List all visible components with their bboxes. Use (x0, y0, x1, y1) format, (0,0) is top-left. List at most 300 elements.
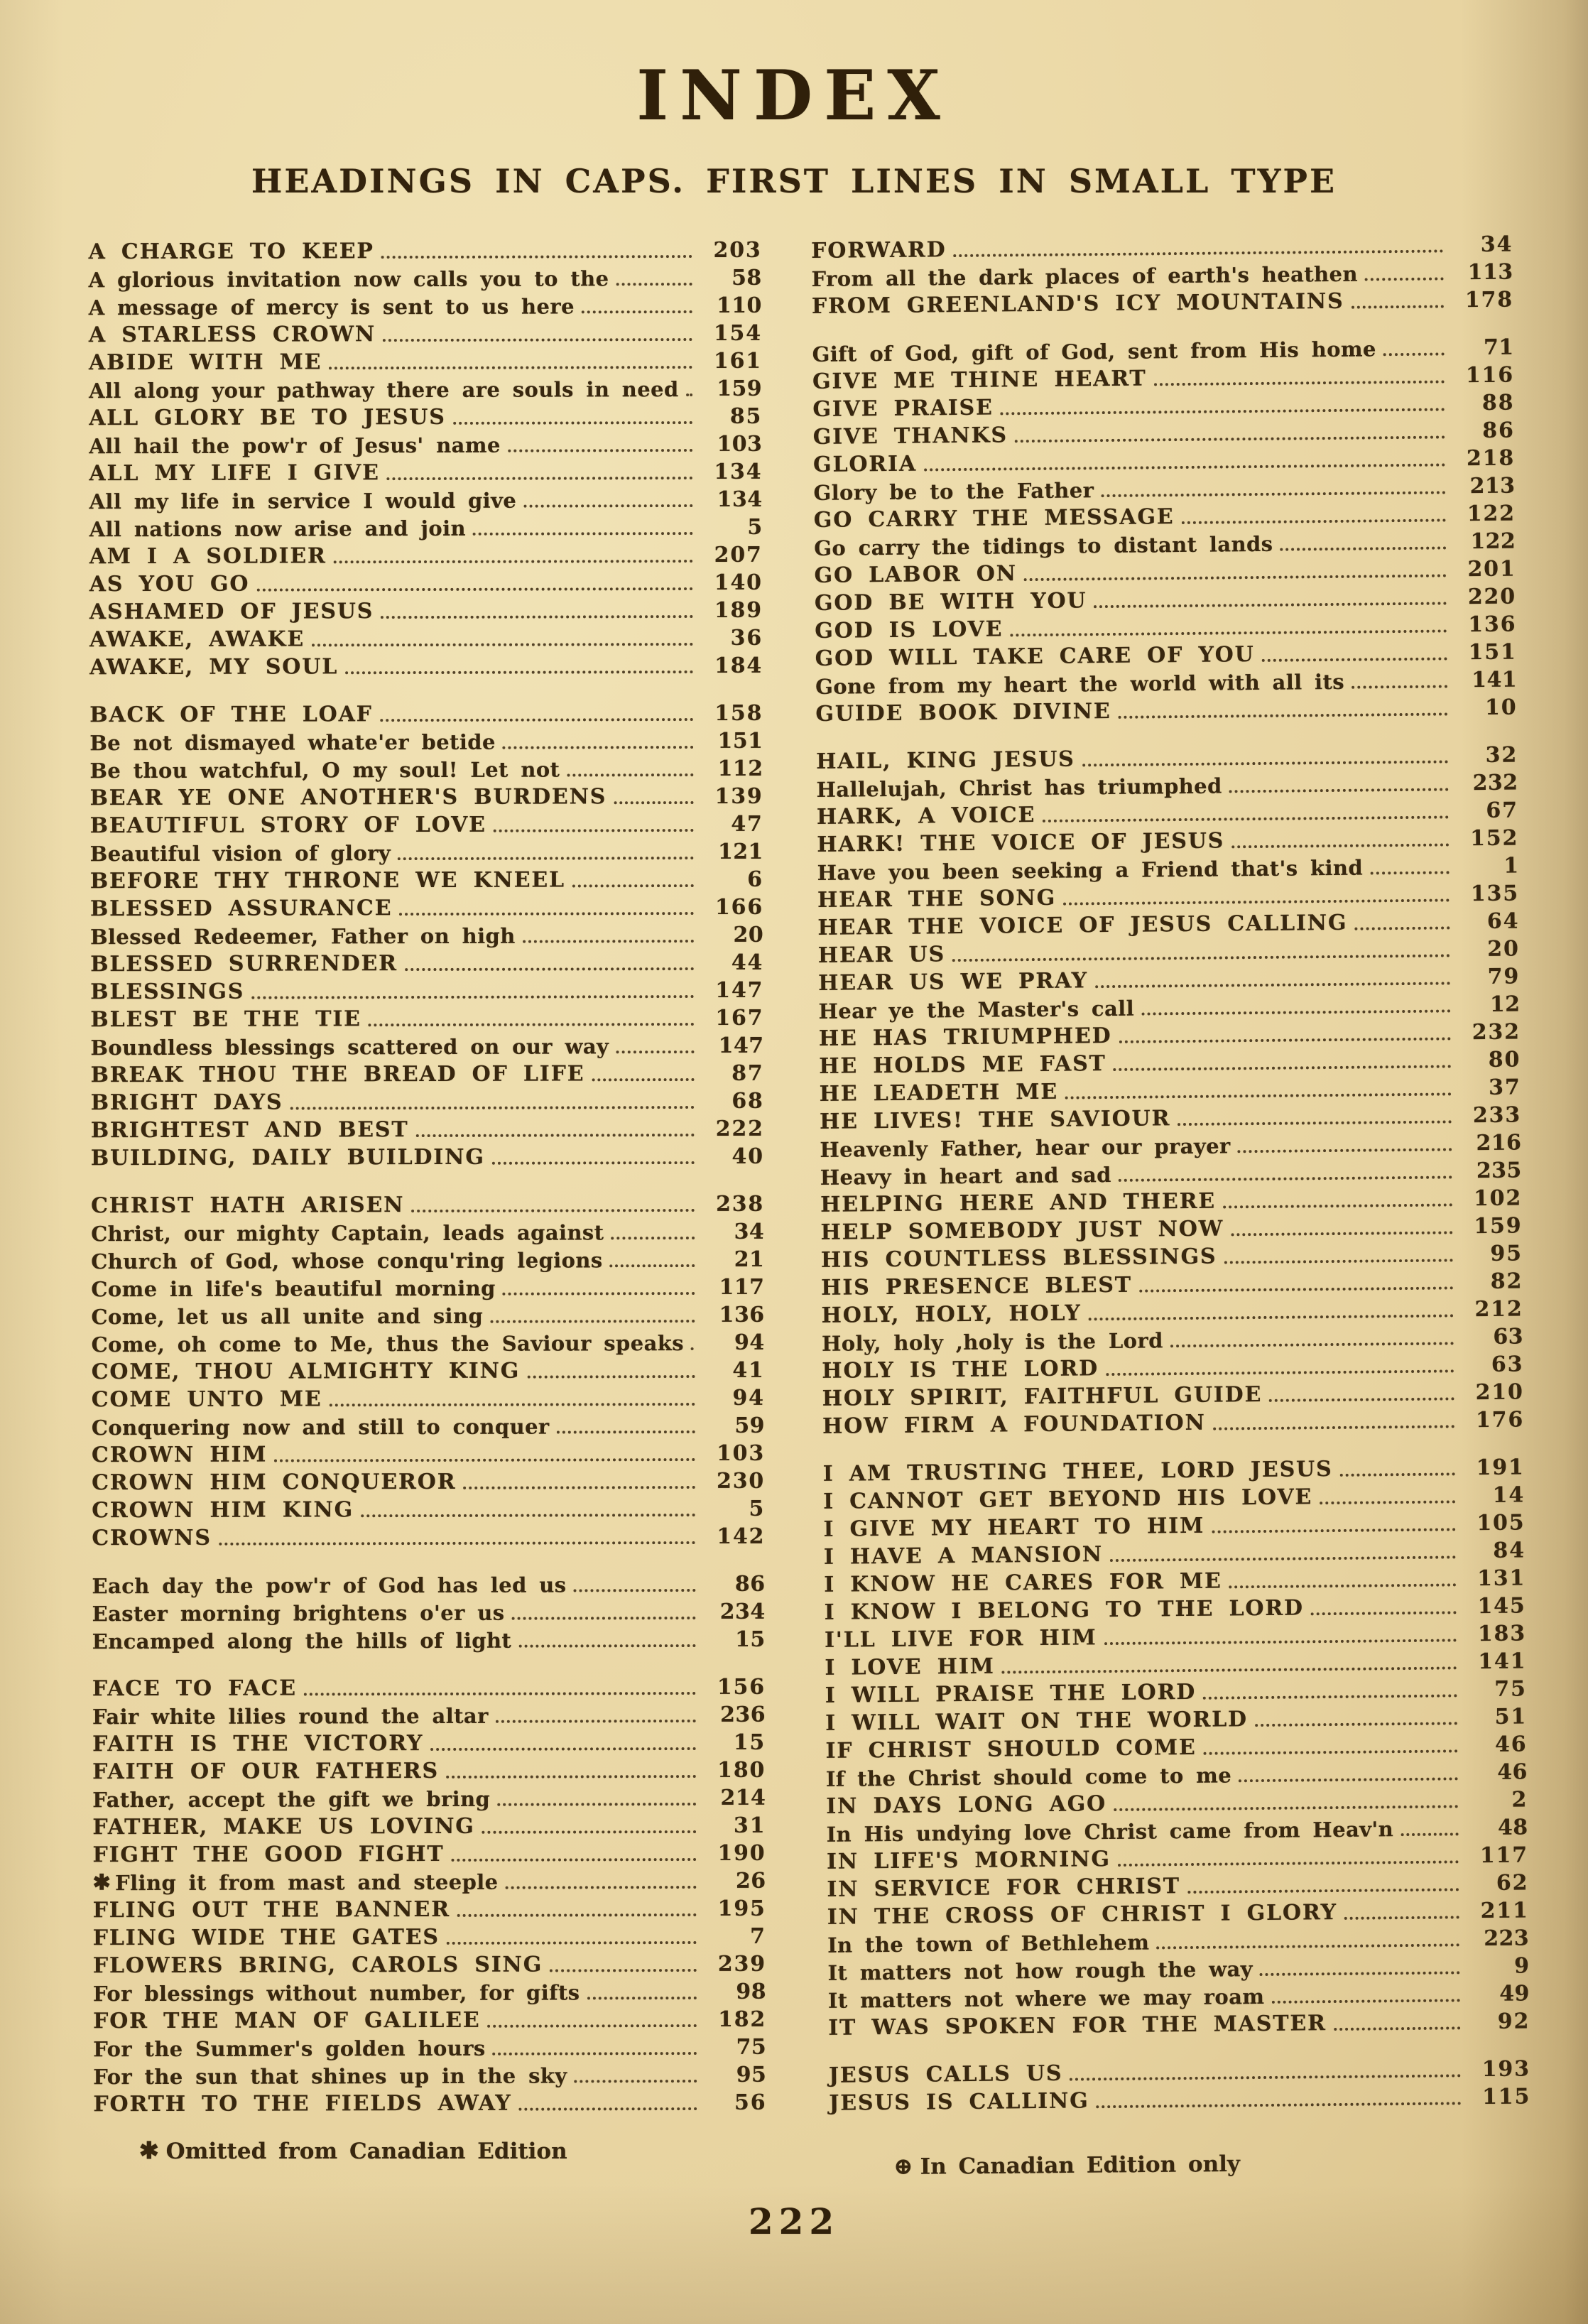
entry-title: IN THE CROSS OF CHRIST I GLORY (827, 1899, 1338, 1930)
dot-leader (1204, 1749, 1458, 1754)
entry-page-number: 32 (1485, 742, 1518, 768)
dot-leader (1340, 1472, 1455, 1477)
entry-page-number: 94 (732, 1385, 765, 1411)
entry-title: ABIDE WITH ME (88, 349, 322, 376)
entry-title: Hallelujah, Christ has triumphed (816, 773, 1222, 802)
dot-leader (447, 1941, 697, 1945)
index-entry (89, 754, 763, 783)
dot-leader (1119, 1175, 1452, 1182)
index-entry (89, 512, 763, 541)
dot-leader (1139, 1286, 1453, 1292)
entry-title: HE LEADETH ME (819, 1079, 1059, 1107)
entry-title: FAITH IS THE VICTORY (92, 1731, 424, 1757)
dot-leader (256, 587, 693, 592)
index-group (812, 332, 1517, 727)
entry-title: HE HAS TRIUMPHED (818, 1023, 1112, 1051)
entry-title: CROWNS (92, 1525, 212, 1551)
entry-title: Beautiful vision of glory (89, 841, 391, 867)
entry-title: HELPING HERE AND THERE (820, 1188, 1217, 1217)
index-column-right (811, 229, 1531, 2136)
index-entry (92, 1466, 765, 1495)
entry-title: I AM TRUSTING THEE, LORD JESUS (822, 1457, 1333, 1487)
index-entry (91, 1058, 764, 1087)
index-entry (90, 1031, 763, 1060)
entry-page-number: 62 (1496, 1870, 1529, 1896)
entry-page-number: 1 (1503, 853, 1519, 879)
entry-title: FATHER, MAKE US LOVING (92, 1813, 475, 1840)
index-entry (92, 1438, 765, 1467)
entry-title: BLEST BE THE TIE (90, 1006, 361, 1033)
entry-page-number: 158 (714, 700, 763, 726)
entry-title: Be not dismayed whate'er betide (89, 729, 496, 756)
dot-leader (614, 801, 693, 804)
dot-leader (1262, 657, 1447, 662)
entry-page-number: 218 (1466, 445, 1516, 472)
entry-page-number: 159 (717, 376, 763, 401)
entry-page-number: 166 (714, 894, 764, 920)
entry-title: FLING WIDE THE GATES (92, 1924, 440, 1951)
entry-title: BEAUTIFUL STORY OF LOVE (89, 812, 486, 839)
entry-title: BEFORE THY THRONE WE KNEEL (89, 867, 565, 894)
entry-page-number: 131 (1476, 1565, 1526, 1592)
entry-page-number: 152 (1469, 825, 1519, 852)
entry-title: I HAVE A MANSION (823, 1542, 1104, 1570)
entry-page-number: 15 (735, 1627, 766, 1652)
dot-leader (1002, 1666, 1457, 1673)
entry-title: Gone from my heart the world with all its (815, 669, 1345, 699)
index-entry (92, 1411, 765, 1440)
entry-page-number: 191 (1476, 1455, 1525, 1481)
dot-leader (1170, 1342, 1454, 1347)
entry-title: IN SERVICE FOR CHRIST (827, 1874, 1181, 1902)
entry-title: HEAR US (817, 942, 946, 968)
index-column-left (89, 235, 767, 2136)
entry-page-number: 58 (732, 265, 762, 290)
dot-leader (399, 912, 694, 916)
dot-leader (490, 1320, 695, 1323)
dot-leader (1141, 1009, 1450, 1015)
entry-page-number: 238 (715, 1191, 765, 1217)
entry-page-number: 63 (1491, 1352, 1524, 1377)
dot-leader (1401, 1832, 1458, 1836)
entry-page-number: 210 (1475, 1379, 1524, 1406)
entry-title: Gift of God, gift of God, sent from His home (812, 337, 1376, 366)
entry-page-number: 159 (1474, 1213, 1523, 1239)
dot-leader (924, 463, 1445, 471)
entry-title: FLOWERS BRING, CAROLS SING (92, 1952, 543, 1979)
entry-title: IN LIFE'S MORNING (826, 1847, 1111, 1874)
index-entry (93, 1921, 766, 1950)
dot-leader (1101, 491, 1445, 497)
entry-page-number: 212 (1474, 1296, 1523, 1323)
entry-page-number: 75 (1494, 1676, 1527, 1702)
entry-page-number: 141 (1472, 667, 1518, 693)
dot-leader (1178, 1120, 1452, 1126)
index-group (89, 698, 764, 1171)
entry-page-number: 183 (1477, 1621, 1527, 1647)
dot-leader (550, 1969, 697, 1972)
entry-title: Go carry the tidings to distant lands (814, 531, 1273, 560)
index-entry (90, 809, 763, 838)
entry-title: Heavenly Father, hear our prayer (820, 1134, 1231, 1162)
entry-title: In His undying love Christ came from Heav'n (826, 1817, 1394, 1847)
entry-page-number: 193 (1481, 2056, 1530, 2083)
entry-page-number: 36 (730, 625, 763, 651)
entry-title: Christ, our mighty Captain, leads against (91, 1220, 604, 1247)
index-entry (92, 1597, 766, 1626)
dot-leader (430, 1747, 696, 1751)
dot-leader (290, 1106, 694, 1109)
entry-page-number: 86 (1482, 418, 1515, 443)
index-entry (89, 568, 763, 597)
entry-title: Boundless blessings scattered on our way (90, 1034, 609, 1060)
index-group (89, 235, 763, 680)
dot-leader (446, 1775, 696, 1779)
entry-title: HARK! THE VOICE OF JESUS (817, 828, 1225, 857)
index-entry (93, 1866, 766, 1895)
index-group (92, 1569, 765, 1654)
footnote-marker-icon: ✱ (92, 1870, 112, 1896)
entry-page-number: 213 (1469, 473, 1516, 499)
dot-leader (954, 249, 1444, 257)
dot-leader (1156, 1943, 1459, 1949)
dot-leader (496, 1720, 696, 1723)
dot-leader (1015, 435, 1445, 442)
index-entry (89, 698, 763, 727)
index-entry (92, 1494, 765, 1523)
index-entry (89, 457, 762, 486)
entry-title: FACE TO FACE (92, 1676, 297, 1702)
entry-page-number: 117 (1479, 1842, 1529, 1869)
entry-page-number: 222 (715, 1116, 764, 1141)
index-group (816, 739, 1524, 1438)
dot-leader (411, 1209, 695, 1212)
dot-leader (251, 995, 694, 999)
entry-page-number: 64 (1486, 908, 1520, 934)
dot-leader (952, 954, 1450, 962)
index-entry (92, 1783, 766, 1812)
index-entry (92, 1838, 766, 1867)
entry-title: Hear ye the Master's call (818, 996, 1135, 1023)
dot-leader (1065, 1092, 1452, 1099)
index-entry (93, 2032, 766, 2061)
entry-title: HARK, A VOICE (816, 803, 1036, 830)
index-entry (90, 781, 763, 810)
entry-page-number: 232 (1472, 1019, 1521, 1046)
entry-page-number: 161 (713, 348, 763, 374)
dot-leader (1187, 1888, 1459, 1894)
dot-leader (1104, 1639, 1457, 1645)
dot-leader (274, 1458, 695, 1462)
entry-page-number: 26 (735, 1868, 766, 1894)
entry-page-number: 102 (1473, 1185, 1523, 1212)
dot-leader (1024, 574, 1447, 581)
index-entry (89, 595, 763, 624)
entry-title: HOLY SPIRIT, FAITHFUL GUIDE (822, 1381, 1263, 1411)
entry-page-number: 211 (1480, 1898, 1529, 1924)
entry-page-number: 203 (713, 237, 762, 263)
entry-page-number: 46 (1497, 1759, 1528, 1785)
entry-page-number: 232 (1472, 770, 1518, 796)
entry-title: FAITH OF OUR FATHERS (92, 1758, 440, 1785)
entry-page-number: 34 (734, 1219, 765, 1244)
entry-title: GLORIA (812, 451, 918, 477)
entry-title: IF CHRIST SHOULD COME (825, 1734, 1197, 1764)
entry-page-number: 34 (1480, 232, 1513, 257)
entry-page-number: 151 (717, 728, 763, 754)
entry-title: HIS PRESENCE BLEST (821, 1272, 1133, 1301)
dot-leader (1352, 685, 1447, 688)
dot-leader (334, 560, 693, 563)
entry-page-number: 14 (1492, 1482, 1526, 1508)
entry-page-number: 84 (1493, 1538, 1526, 1563)
entry-title: HOW FIRM A FOUNDATION (822, 1410, 1206, 1439)
entry-page-number: 147 (715, 977, 764, 1003)
dot-leader (1352, 305, 1444, 308)
entry-page-number: 176 (1475, 1407, 1525, 1433)
entry-title: All nations now arise and join (89, 516, 467, 542)
entry-page-number: 121 (717, 839, 763, 864)
dot-leader (691, 1347, 695, 1350)
entry-page-number: 31 (733, 1813, 766, 1838)
entry-page-number: 47 (731, 811, 763, 837)
entry-page-number: 154 (713, 320, 762, 346)
index-group (91, 1189, 765, 1551)
entry-page-number: 122 (1467, 501, 1516, 527)
entry-title: AWAKE, AWAKE (89, 626, 305, 653)
entry-page-number: 239 (717, 1951, 766, 1977)
index-entry (92, 1700, 766, 1729)
index-entry (89, 484, 762, 514)
dot-leader (1043, 815, 1449, 822)
index-entry (90, 892, 763, 921)
dot-leader (493, 2052, 697, 2056)
entry-title: I KNOW HE CARES FOR ME (824, 1568, 1222, 1597)
entry-page-number: 147 (718, 1033, 764, 1058)
dot-leader (473, 532, 693, 536)
index-entry (89, 318, 762, 347)
entry-title: Fling it from mast and steeple (115, 1869, 499, 1896)
dot-leader (575, 2080, 697, 2083)
dot-leader (1231, 1231, 1452, 1236)
dot-leader (1154, 380, 1445, 386)
dot-leader (587, 1997, 697, 1999)
index-group (811, 229, 1513, 319)
page-title: INDEX (636, 55, 952, 136)
entry-page-number: 5 (747, 514, 763, 540)
entry-title: BEAR YE ONE ANOTHER'S BURDENS (89, 784, 607, 811)
index-entry (89, 540, 763, 569)
entry-title: FIGHT THE GOOD FIGHT (92, 1841, 445, 1868)
dot-leader (1224, 1259, 1452, 1264)
dot-leader (497, 1803, 696, 1806)
entry-title: AS YOU GO (89, 571, 250, 597)
dot-leader (1223, 1203, 1452, 1208)
dot-leader (523, 504, 692, 508)
entry-title: ASHAMED OF JESUS (89, 599, 374, 625)
dot-leader (494, 829, 694, 832)
entry-title: ALL MY LIFE I GIVE (89, 460, 380, 487)
entry-page-number: 156 (717, 1674, 766, 1700)
entry-page-number: 40 (732, 1144, 764, 1169)
entry-title: BRIGHT DAYS (90, 1090, 283, 1116)
entry-title: IN DAYS LONG AGO (826, 1791, 1107, 1819)
entry-title: GIVE PRAISE (812, 395, 994, 422)
entry-title: HEAR US WE PRAY (817, 968, 1089, 996)
dot-leader (492, 1161, 695, 1165)
index-entry (89, 429, 762, 458)
entry-page-number: 141 (1478, 1649, 1527, 1675)
dot-leader (482, 1830, 697, 1834)
entry-page-number: 223 (1484, 1926, 1530, 1952)
index-entry (90, 1003, 763, 1032)
entry-page-number: 95 (736, 2062, 767, 2087)
entry-page-number: 48 (1497, 1815, 1528, 1840)
entry-title: GOD BE WITH YOU (814, 588, 1087, 616)
entry-title: Heavy in heart and sad (820, 1163, 1112, 1190)
dot-leader (1320, 1500, 1455, 1504)
dot-leader (519, 2107, 697, 2111)
entry-title: Come, oh come to Me, thus the Saviour speaks (91, 1331, 685, 1357)
index-entry (92, 1521, 765, 1551)
entry-title: COME, THOU ALMIGHTY KING (91, 1358, 521, 1385)
index-entry (91, 1244, 764, 1274)
entry-title: Encamped along the hills of light (92, 1628, 512, 1654)
entry-title: HEAR THE VOICE OF JESUS CALLING (817, 910, 1348, 940)
entry-title: ALL GLORY BE TO JESUS (89, 404, 446, 431)
dot-leader (1089, 1314, 1454, 1320)
entry-page-number: 10 (1484, 695, 1518, 720)
entry-title: BLESSED SURRENDER (90, 951, 398, 977)
entry-page-number: 115 (1481, 2084, 1531, 2110)
entry-title: BACK OF THE LOAF (89, 702, 373, 728)
entry-title: FORTH TO THE FIELDS AWAY (93, 2090, 512, 2117)
entry-title: FROM GREENLAND'S ICY MOUNTAINS (811, 288, 1344, 319)
dot-leader (616, 283, 692, 286)
dot-leader (457, 1913, 697, 1917)
entry-page-number: 142 (717, 1524, 766, 1549)
dot-leader (1334, 2026, 1460, 2031)
entry-page-number: 15 (733, 1730, 766, 1755)
dot-leader (511, 1617, 695, 1620)
entry-title: All hail the pow'r of Jesus' name (89, 433, 501, 459)
index-entry (92, 1727, 766, 1756)
entry-title: BLESSED ASSURANCE (89, 896, 393, 922)
entry-title: For the Summer's golden hours (93, 2036, 486, 2062)
index-entry (92, 1327, 765, 1357)
index-entry (91, 1272, 764, 1301)
dot-leader (463, 1486, 695, 1489)
index-entry (93, 1949, 766, 1978)
dot-leader (506, 1886, 697, 1889)
entry-page-number: 6 (747, 867, 763, 892)
entry-title: AWAKE, MY SOUL (89, 654, 339, 680)
entry-title: COME UNTO ME (91, 1386, 322, 1413)
entry-page-number: 201 (1467, 556, 1516, 582)
entry-page-number: 236 (720, 1702, 766, 1727)
dot-leader (1269, 1397, 1454, 1402)
index-entry (91, 1086, 764, 1115)
dot-leader (592, 1078, 694, 1081)
entry-title: I GIVE MY HEART TO HIM (823, 1513, 1205, 1542)
index-entry (92, 1569, 765, 1598)
entry-title: From all the dark places of earth's heathen (811, 261, 1359, 291)
dot-leader (1383, 352, 1445, 356)
entry-title: Come in life's beautiful morning (91, 1276, 496, 1302)
dot-leader (304, 1692, 696, 1695)
dot-leader (503, 1292, 695, 1296)
entry-page-number: 67 (1486, 798, 1518, 823)
entry-page-number: 21 (734, 1247, 765, 1272)
entry-page-number: 5 (749, 1496, 766, 1521)
dot-leader (1280, 546, 1446, 550)
dot-leader (415, 1134, 694, 1137)
dot-leader (1118, 1860, 1459, 1867)
dot-leader (1354, 926, 1450, 930)
dot-leader (381, 255, 692, 259)
entry-title: It matters not how rough the way (827, 1957, 1253, 1985)
dot-leader (1119, 712, 1448, 718)
dot-leader (1213, 1425, 1454, 1430)
dot-leader (1212, 1528, 1455, 1533)
entry-page-number: 216 (1476, 1130, 1522, 1156)
entry-page-number: 190 (717, 1840, 766, 1866)
footnote-text: In Canadian Edition only (920, 2151, 1241, 2180)
footnote-omitted-canadian (139, 2136, 567, 2164)
dot-leader (1231, 843, 1449, 848)
entry-title: BRIGHTEST AND BEST (90, 1117, 409, 1144)
entry-page-number: 116 (1465, 362, 1515, 389)
entry-title: CROWN HIM CONQUEROR (92, 1469, 457, 1496)
index-entry (91, 1300, 764, 1329)
circled-plus-icon: ⊕ (893, 2151, 913, 2181)
dot-leader (345, 670, 693, 674)
index-entry (92, 1672, 766, 1701)
entry-title: JESUS CALLS US (828, 2060, 1063, 2088)
entry-title: JESUS IS CALLING (829, 2088, 1089, 2116)
dot-leader (380, 718, 694, 722)
dot-leader (1082, 760, 1448, 766)
index-entry (89, 263, 762, 292)
dot-leader (488, 2024, 697, 2028)
index-entry (91, 1217, 764, 1246)
dot-leader (1365, 277, 1444, 281)
dot-leader (1063, 898, 1450, 905)
entry-page-number: 49 (1499, 1981, 1530, 2007)
entry-title: A CHARGE TO KEEP (88, 239, 374, 265)
entry-title: IT WAS SPOKEN FOR THE MASTER (828, 2011, 1327, 2041)
entry-page-number: 92 (1497, 2009, 1530, 2034)
dot-leader (1370, 871, 1450, 874)
index-entry (89, 651, 763, 680)
entry-page-number: 98 (736, 1979, 767, 2004)
dot-leader (369, 1023, 695, 1026)
footnote-text: Omitted from Canadian Edition (165, 2139, 567, 2164)
entry-page-number: 134 (717, 487, 763, 512)
entry-page-number: 136 (1468, 612, 1517, 638)
entry-title: HE HOLDS ME FAST (819, 1051, 1106, 1079)
entry-page-number: 145 (1477, 1593, 1526, 1619)
dot-leader (527, 1375, 695, 1379)
dot-leader (1119, 1037, 1451, 1043)
entry-title: CROWN HIM (91, 1442, 268, 1468)
index-entry (92, 1810, 766, 1840)
entry-page-number: 20 (733, 922, 764, 947)
index-entry (90, 920, 763, 949)
entry-title: I WILL PRAISE THE LORD (825, 1679, 1197, 1708)
entry-title: GOD WILL TAKE CARE OF YOU (815, 642, 1255, 671)
entry-title: HAIL, KING JESUS (815, 746, 1075, 774)
